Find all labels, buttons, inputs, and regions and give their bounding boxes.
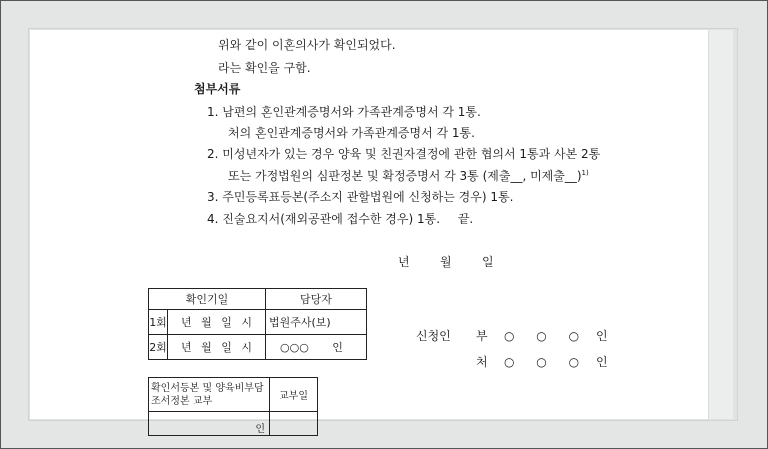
- staff-header: 담당자: [266, 289, 367, 310]
- seal-label: 인: [332, 341, 343, 354]
- attachment-item-text: 주민등록표등본(주소지 관할법원에 신청하는 경우) 1통.: [222, 190, 514, 204]
- intro-line-2: 라는 확인을 구함.: [218, 61, 311, 75]
- attachment-item-number: 4.: [207, 212, 219, 226]
- wife-label: 처: [476, 355, 488, 369]
- attachment-item-text: 진술요지서(재외공관에 접수한 경우) 1통.: [222, 212, 441, 226]
- staff-cell: 법원주사(보): [266, 310, 367, 335]
- attachment-item-text: 남편의 혼인관계증명서와 가족관계증명서 각 1통.: [222, 105, 481, 119]
- attachment-item-1-continuation: 처의 혼인관계증명서와 가족관계증명서 각 1통.: [228, 126, 475, 140]
- round-cell: 1회: [149, 310, 168, 335]
- end-mark: 끝.: [457, 212, 474, 226]
- attachment-item-number: 2.: [207, 147, 219, 161]
- delivery-date-header: 교부일: [270, 378, 318, 412]
- attachment-item-2: [207, 147, 600, 161]
- husband-label: 부: [476, 329, 488, 343]
- footnote-marker[interactable]: 1): [581, 169, 589, 177]
- document-page: [30, 30, 708, 435]
- delivery-date-cell: [270, 412, 318, 436]
- attachment-item-continuation-text: 또는 가정법원의 심판정본 및 확정증명서 각 3통 (제출__, 미제출__): [228, 169, 582, 183]
- round-cell: 2회: [149, 335, 168, 360]
- attachment-item-1: [207, 105, 481, 119]
- confirm-date-header: 확인기일: [149, 289, 266, 310]
- date-year-label: 년: [398, 255, 410, 269]
- intro-line-1: 위와 같이 이혼의사가 확인되었다.: [218, 38, 396, 52]
- wife-seal: 인: [596, 355, 608, 369]
- delivery-cell: 인: [149, 412, 270, 436]
- wife-name-placeholder: ○ ○ ○: [504, 355, 580, 369]
- vertical-scrollbar[interactable]: [708, 30, 733, 419]
- datetime-cell: 년 월 일 시: [168, 335, 266, 360]
- attachment-item-text: 미성년자가 있는 경우 양육 및 친권자결정에 관한 협의서 1통과 사본 2통: [222, 147, 601, 161]
- staff-cell: [266, 335, 367, 360]
- attachments-heading: 첨부서류: [194, 82, 241, 96]
- husband-name-placeholder: ○ ○ ○: [504, 329, 580, 343]
- attachment-item-4: [207, 212, 473, 226]
- date-day-label: 일: [482, 255, 494, 269]
- attachment-item-2-continuation: [228, 169, 589, 183]
- delivery-table: [148, 377, 318, 436]
- husband-seal: 인: [596, 329, 608, 343]
- delivery-header: 확인서등본 및 양육비부담조서정본 교부: [149, 378, 270, 412]
- attachment-item-3: [207, 190, 513, 204]
- date-month-label: 월: [440, 255, 452, 269]
- attachment-item-number: 3.: [207, 190, 219, 204]
- confirmation-schedule-table: [148, 288, 367, 360]
- staff-name-placeholder: ○○○: [280, 341, 309, 354]
- attachment-item-number: 1.: [207, 105, 219, 119]
- applicant-label: 신청인: [416, 329, 451, 343]
- datetime-cell: 년 월 일 시: [168, 310, 266, 335]
